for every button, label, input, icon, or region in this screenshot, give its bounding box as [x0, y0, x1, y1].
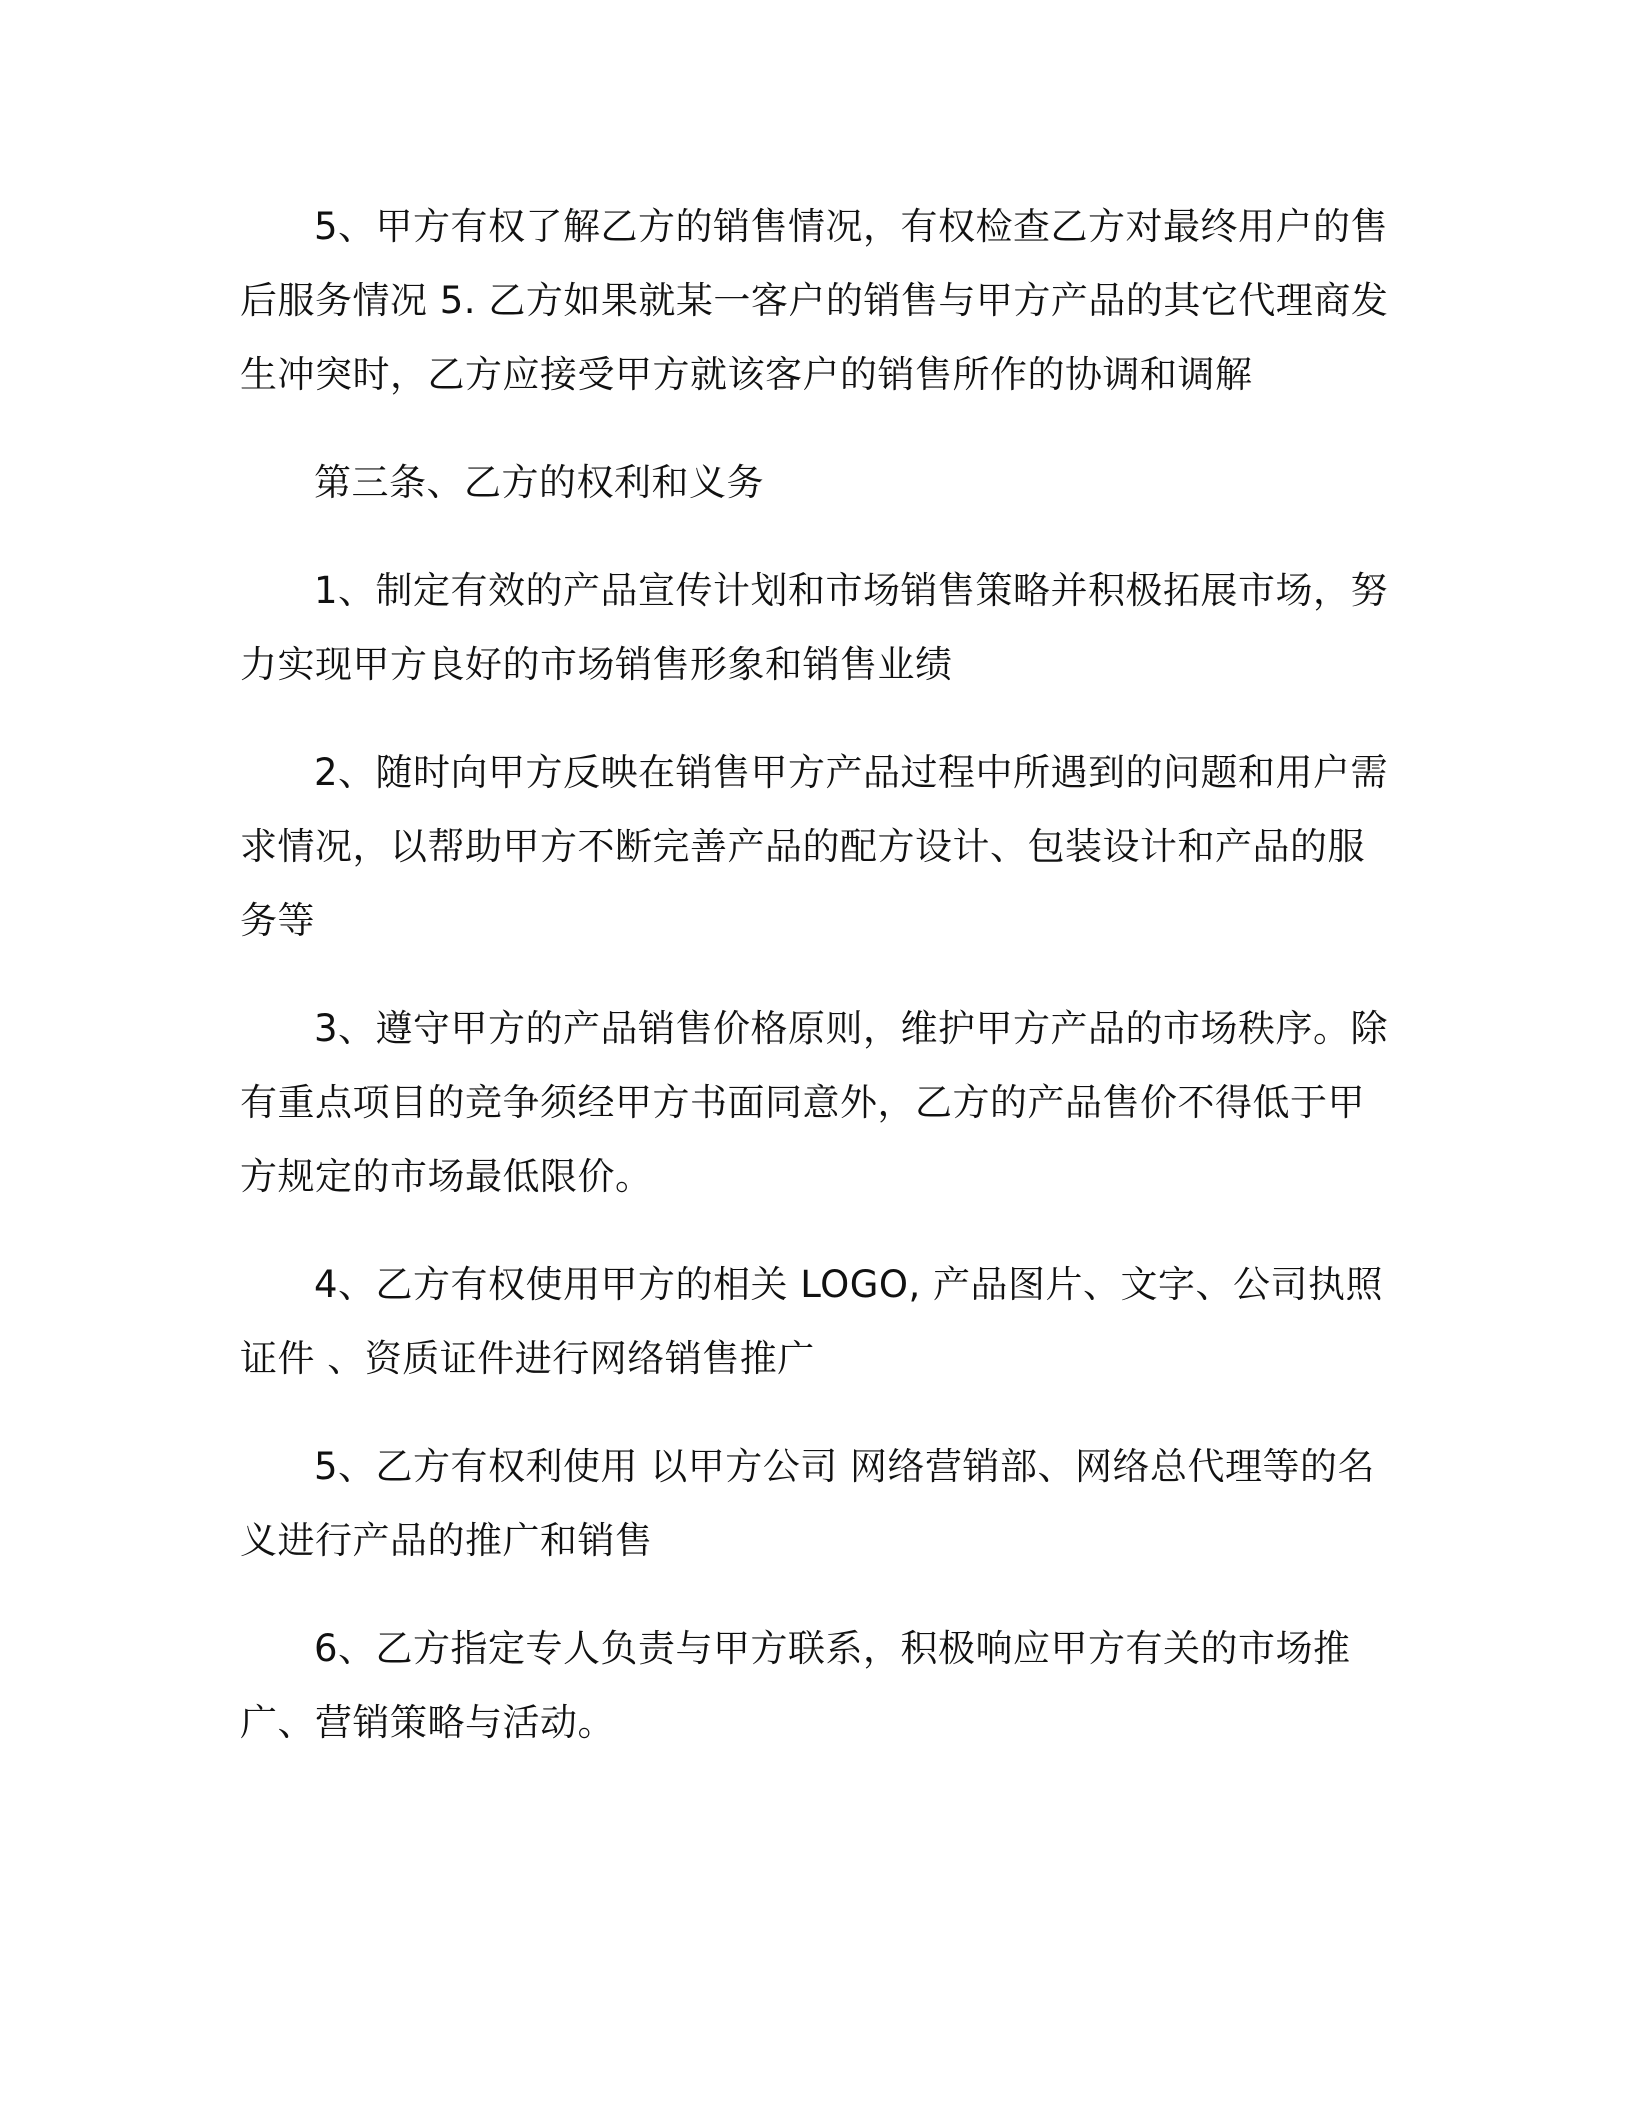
paragraph-clause-1: 1、制定有效的产品宣传计划和市场销售策略并积极拓展市场，努力实现甲方良好的市场销售形象和销售业绩	[240, 569, 1389, 686]
paragraph-clause-3: 3、遵守甲方的产品销售价格原则，维护甲方产品的市场秩序。除有重点项目的竞争须经甲方书面同意外，乙方的产品售价不得低于甲方规定的市场最低限价。	[240, 1007, 1389, 1198]
paragraph-clause-5: 5、乙方有权利使用 以甲方公司 网络营销部、网络总代理等的名义进行产品的推广和销售	[240, 1445, 1376, 1562]
paragraph-clause-6: 6、乙方指定专人负责与甲方联系，积极响应甲方有关的市场推广、营销策略与活动。	[240, 1627, 1351, 1744]
section-heading-article-3: 第三条、乙方的权利和义务	[314, 461, 764, 504]
paragraph-clause-4: 4、乙方有权使用甲方的相关 LOGO, 产品图片、文字、公司执照证件 、资质证件进行网络销售推广	[240, 1263, 1384, 1380]
paragraph-clause-2: 2、随时向甲方反映在销售甲方产品过程中所遇到的问题和用户需求情况，以帮助甲方不断完善产品的配方设计、包装设计和产品的服务等	[240, 751, 1389, 942]
paragraph-clause-5-seller-rights: 5、甲方有权了解乙方的销售情况，有权检查乙方对最终用户的售后服务情况 5. 乙方如果就某一客户的销售与甲方产品的其它代理商发生冲突时，乙方应接受甲方就该客户的销售所作的协调和调解	[240, 205, 1389, 396]
document-body	[240, 190, 1400, 1794]
